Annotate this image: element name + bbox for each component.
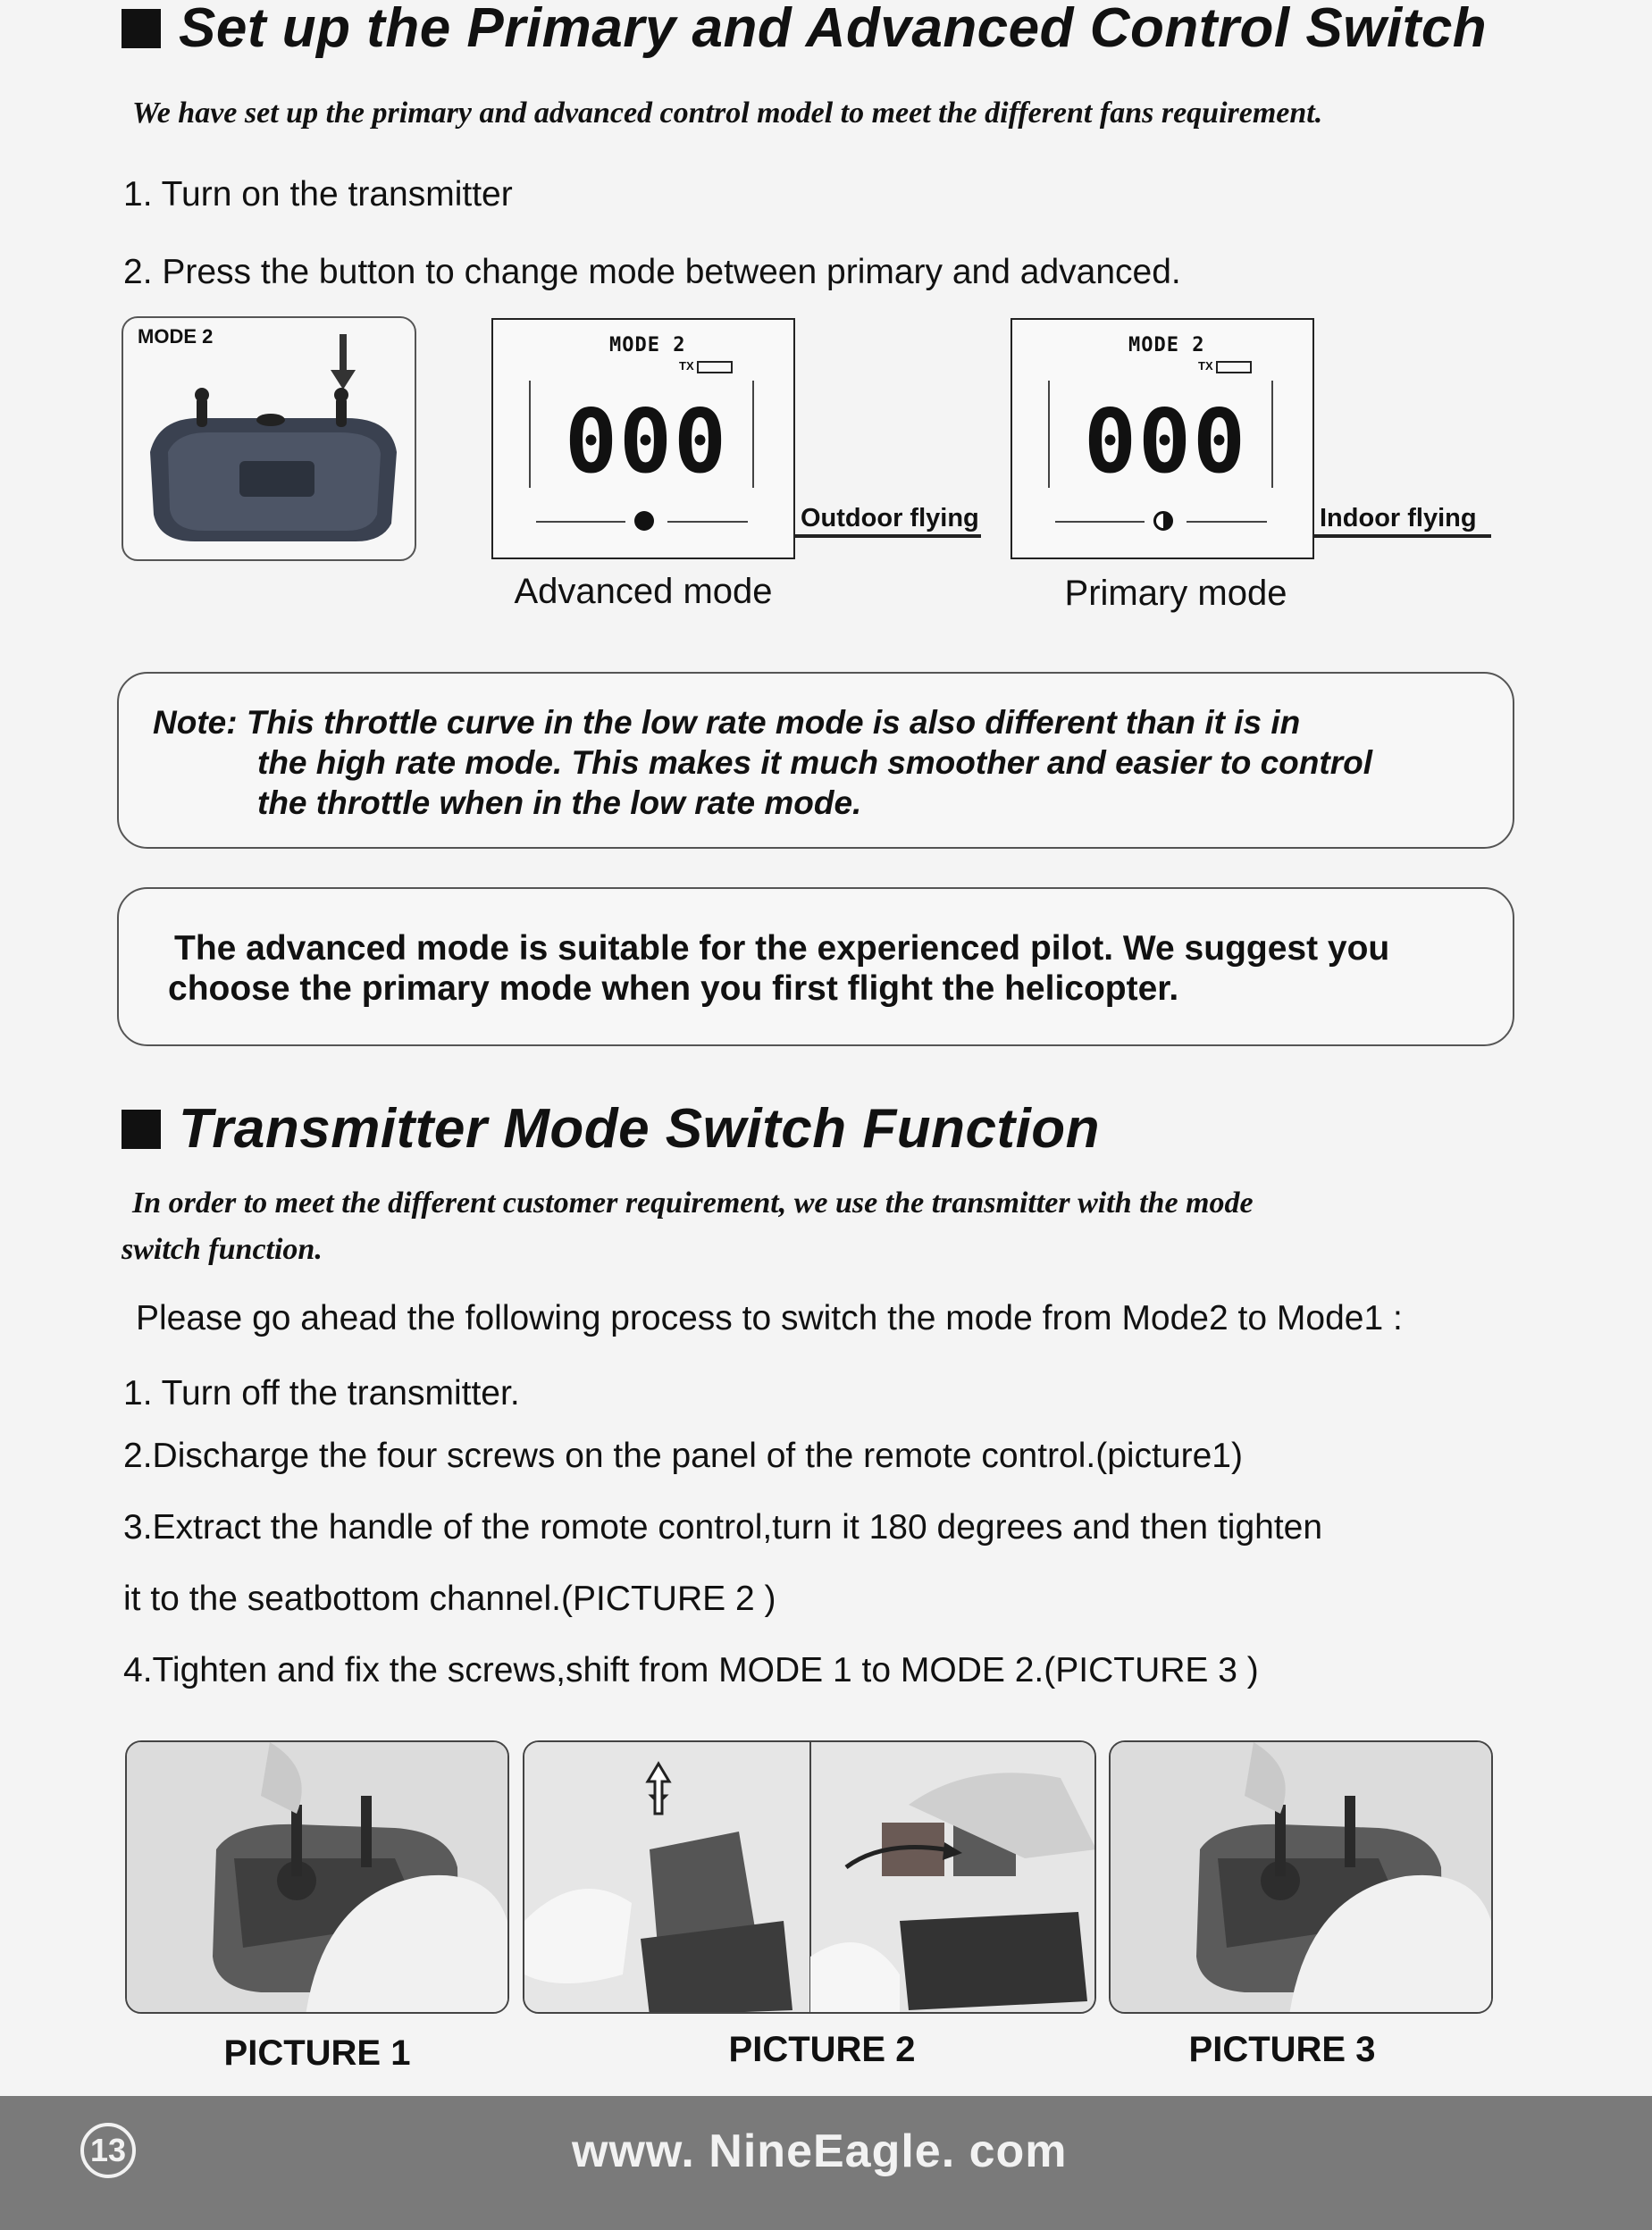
switch-step-4: 4.Tighten and fix the screws,shift from MODE 1 to MODE 2.(PICTURE 3 ) [123, 1651, 1259, 1689]
section-title-mode-switch: Transmitter Mode Switch Function [122, 1097, 1100, 1161]
note-line-2: the high rate mode. This makes it much smoother and easier to control [257, 744, 1372, 781]
picture-1-caption: PICTURE 1 [223, 2033, 411, 2073]
lcd-screen-advanced [491, 318, 795, 559]
trim-bar-left [1048, 381, 1050, 488]
transmitter-screws-illustration [127, 1742, 509, 2014]
section1-intro: We have set up the primary and advanced control model to meet the different fans requirement. [132, 96, 1323, 130]
battery-icon [697, 361, 733, 373]
section2-intro-line-1: In order to meet the different customer requirement, we use the transmitter with the mode [132, 1186, 1254, 1220]
lcd-digits: 000 [1084, 391, 1248, 493]
transmitter-illustration [123, 318, 418, 563]
picture-1-image [125, 1740, 509, 2014]
page-footer [0, 2096, 1652, 2230]
lcd-screen-primary [1010, 318, 1314, 559]
caption-primary-mode: Primary mode [1064, 574, 1287, 613]
flight-underline [1312, 534, 1491, 538]
trim-bar-right [1271, 381, 1273, 488]
caption-advanced-mode: Advanced mode [514, 572, 773, 611]
trim-bar-bottom-left [1055, 521, 1145, 523]
lcd-tx-label: TX [679, 359, 694, 373]
note-line-3: the throttle when in the low rate mode. [257, 784, 862, 821]
transmitter-mode-label: MODE 2 [138, 325, 214, 348]
switch-step-1: 1. Turn off the transmitter. [123, 1374, 520, 1413]
switch-step-3: 3.Extract the handle of the romote control,turn it 180 degrees and then tighten [123, 1508, 1323, 1547]
picture-3-image [1109, 1740, 1493, 2014]
info-box [117, 887, 1514, 1046]
picture-2-image [523, 1740, 1096, 2014]
lcd-mode-label: MODE 2 [609, 334, 686, 356]
trim-bar-right [752, 381, 754, 488]
page-number-badge: 13 [80, 2123, 136, 2178]
note-line-1: Note: This throttle curve in the low rate mode is also different than it is in [153, 704, 1301, 741]
step-turn-on: 1. Turn on the transmitter [123, 175, 513, 214]
rate-indicator-icon [1153, 511, 1173, 531]
flight-label-indoor: Indoor flying [1320, 504, 1477, 532]
note-box [117, 672, 1514, 849]
flight-underline [793, 534, 981, 538]
info-line-2: choose the primary mode when you first flight the helicopter. [168, 969, 1179, 1008]
section-title-primary-advanced: Set up the Primary and Advanced Control Switch [122, 0, 1487, 60]
lcd-tx-label: TX [1198, 359, 1213, 373]
lcd-digits: 000 [565, 391, 729, 493]
battery-icon [1216, 361, 1252, 373]
trim-bar-bottom-right [1187, 521, 1267, 523]
rate-indicator-icon [634, 511, 654, 531]
switch-step-2: 2.Discharge the four screws on the panel of the remote control.(picture1) [123, 1437, 1243, 1475]
step-press-button: 2. Press the button to change mode between primary and advanced. [123, 253, 1181, 291]
handle-rotation-illustration [524, 1742, 1096, 2014]
section2-intro-line-2: switch function. [122, 1233, 323, 1266]
info-line-1: The advanced mode is suitable for the experienced pilot. We suggest you [174, 929, 1390, 968]
picture-3-caption: PICTURE 3 [1188, 2030, 1376, 2069]
switch-step-3-cont: it to the seatbottom channel.(PICTURE 2 ) [123, 1580, 776, 1618]
footer-website-link[interactable]: www. NineEagle. com [572, 2125, 1068, 2177]
picture-2-caption: PICTURE 2 [728, 2030, 916, 2069]
bullet-square-icon [122, 9, 161, 48]
trim-bar-left [529, 381, 531, 488]
transmitter-tighten-illustration [1111, 1742, 1493, 2014]
bullet-square-icon [122, 1110, 161, 1149]
transmitter-image-panel [122, 316, 416, 561]
trim-bar-bottom-right [667, 521, 748, 523]
flight-label-outdoor: Outdoor flying [801, 504, 979, 532]
lcd-mode-label: MODE 2 [1128, 334, 1205, 356]
section2-lead: Please go ahead the following process to switch the mode from Mode2 to Mode1 : [136, 1299, 1403, 1337]
trim-bar-bottom-left [536, 521, 625, 523]
